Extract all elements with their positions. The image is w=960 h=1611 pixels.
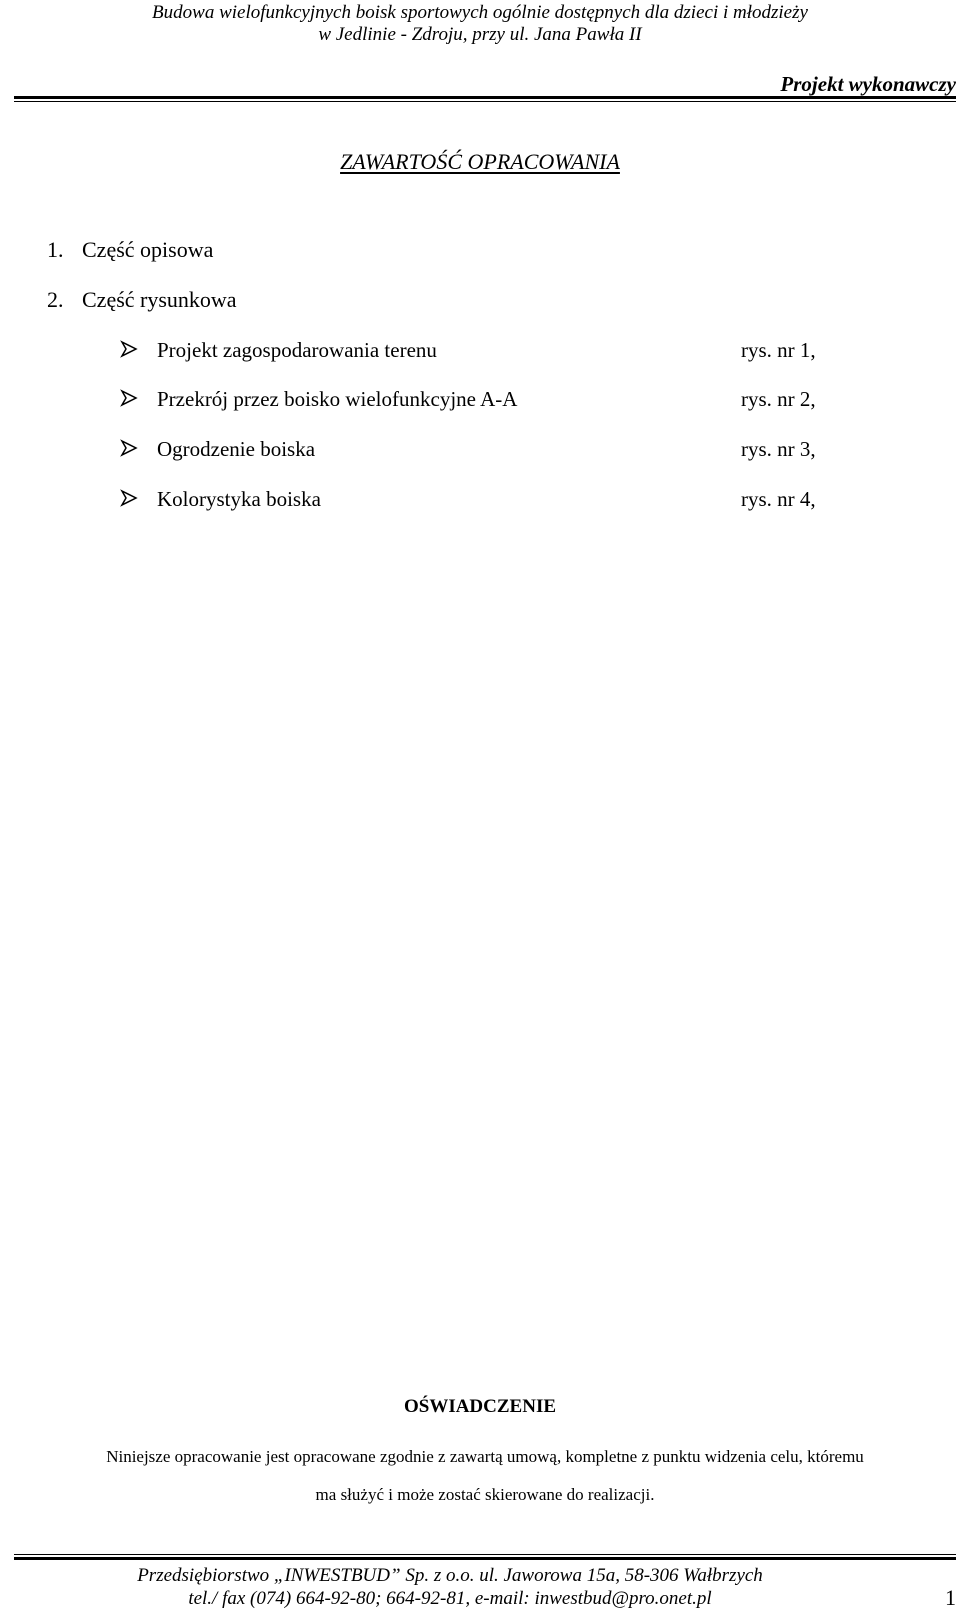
- section-label: Część rysunkowa: [82, 287, 237, 312]
- footer-contact-line: tel./ fax (074) 664-92-80; 664-92-81, e-mail: inwestbud@pro.onet.pl: [188, 1588, 712, 1609]
- header-rule: [14, 96, 956, 102]
- section-1: [47, 237, 213, 263]
- drawing-label: Przekrój przez boisko wielofunkcyjne A-A: [157, 387, 518, 411]
- footer-rule: [14, 1554, 956, 1560]
- drawing-label: Ogrodzenie boiska: [157, 437, 316, 461]
- header-title-line1: Budowa wielofunkcyjnych boisk sportowych ogólnie dostępnych dla dzieci i młodzieży: [152, 2, 808, 23]
- arrowhead-bullet-icon: [120, 340, 138, 358]
- contents-title: ZAWARTOŚĆ OPRACOWANIA: [340, 149, 620, 174]
- drawing-label: Projekt zagospodarowania terenu: [157, 338, 437, 362]
- project-type: Projekt wykonawczy: [780, 72, 956, 96]
- section-2: [47, 287, 237, 313]
- drawing-ref: rys. nr 2,: [741, 387, 816, 411]
- footer-company-line: Przedsiębiorstwo „INWESTBUD” Sp. z o.o. ul. Jaworowa 15a, 58-306 Wałbrzych: [137, 1565, 763, 1586]
- header-title-line2: w Jedlinie - Zdroju, przy ul. Jana Pawła II: [318, 24, 642, 45]
- drawing-ref: rys. nr 3,: [741, 437, 816, 461]
- page-number: 1: [945, 1585, 956, 1610]
- drawing-label: Kolorystyka boiska: [157, 487, 321, 511]
- drawing-ref: rys. nr 1,: [741, 338, 816, 362]
- declaration-text-line1: Niniejsze opracowanie jest opracowane zgodnie z zawartą umową, kompletne z punktu widzenia celu, któremu: [106, 1447, 864, 1466]
- section-label: Część opisowa: [82, 237, 214, 262]
- drawing-ref: rys. nr 4,: [741, 487, 816, 511]
- section-number: 2.: [47, 287, 64, 312]
- section-number: 1.: [47, 237, 64, 262]
- arrowhead-bullet-icon: [120, 489, 138, 507]
- declaration-text-line2: ma służyć i może zostać skierowane do realizacji.: [315, 1485, 655, 1504]
- declaration-title: OŚWIADCZENIE: [403, 1396, 557, 1417]
- arrowhead-bullet-icon: [120, 389, 138, 407]
- arrowhead-bullet-icon: [120, 439, 138, 457]
